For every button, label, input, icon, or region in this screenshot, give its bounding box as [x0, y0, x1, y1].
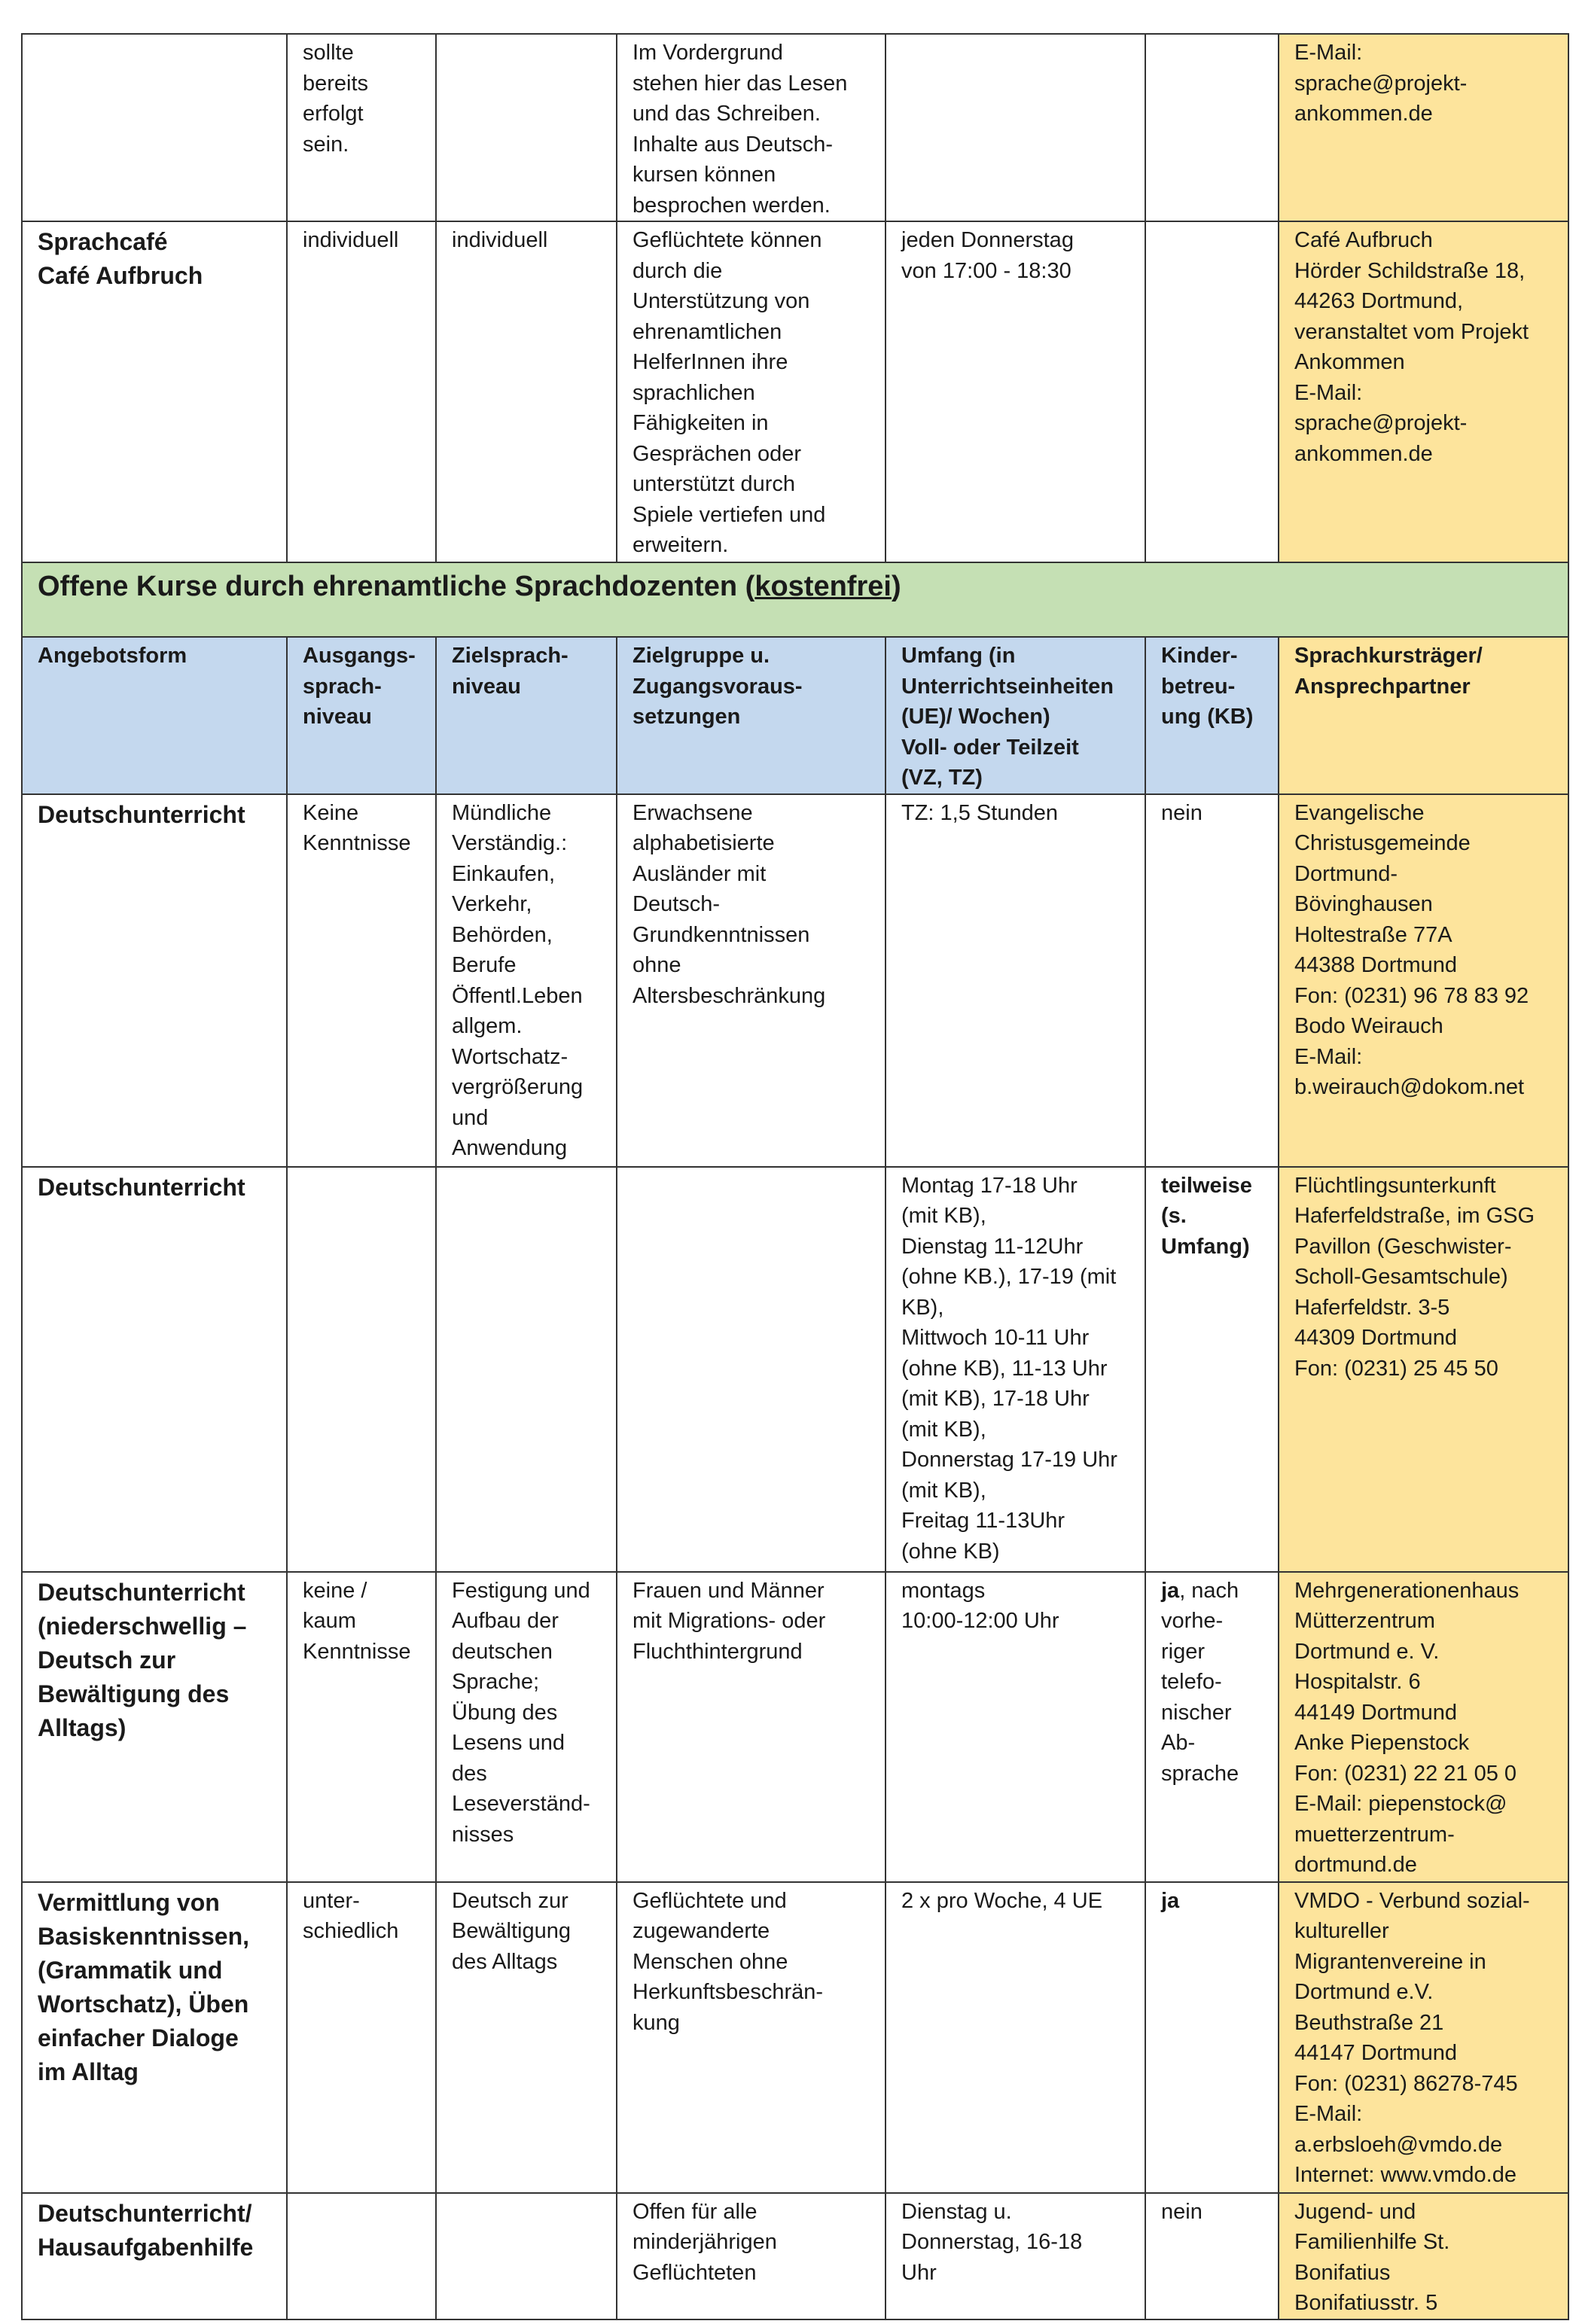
header-scope: Umfang (in Unterrichtseinheiten (UE)/ Wochen) Voll- oder Teilzeit (VZ, TZ)	[886, 637, 1145, 794]
contact-cell: Café Aufbruch Hörder Schildstraße 18, 44263 Dortmund, veranstaltet vom Projekt Ankommen E-Mail: sprache@projekt- ankommen.de	[1279, 221, 1568, 562]
section-row	[22, 562, 1568, 637]
target-level-cell	[436, 2193, 617, 2319]
table-row	[22, 2193, 1568, 2319]
header-row	[22, 637, 1568, 794]
target-group-cell	[617, 1167, 886, 1572]
target-level-cell	[436, 34, 617, 221]
offer-cell: Vermittlung von Basiskenntnissen, (Grammatik und Wortschatz), Üben einfacher Dialoge im Alltag	[22, 1882, 287, 2193]
scope-cell: TZ: 1,5 Stunden	[886, 794, 1145, 1167]
header-contact: Sprachkursträger/ Ansprechpartner	[1279, 637, 1568, 794]
target-level-cell	[436, 1167, 617, 1572]
table-row	[22, 1167, 1568, 1572]
scope-cell	[886, 34, 1145, 221]
table-row	[22, 794, 1568, 1167]
childcare-text: nein	[1161, 2199, 1203, 2224]
start-level-cell: unter- schiedlich	[287, 1882, 436, 2193]
contact-cell: Evangelische Christusgemeinde Dortmund- Bövinghausen Holtestraße 77A 44388 Dortmund Fon: (0231) 96 78 83 92 Bodo Weirauch E-Mail: b.weirauch@dokom.net	[1279, 794, 1568, 1167]
target-group-cell: Offen für alle minderjährigen Geflüchteten	[617, 2193, 886, 2319]
offer-cell: Sprachcafé Café Aufbruch	[22, 221, 287, 562]
start-level-cell	[287, 2193, 436, 2319]
target-group-cell: Geflüchtete und zugewanderte Menschen ohne Herkunftsbeschrän- kung	[617, 1882, 886, 2193]
target-group-cell: Frauen und Männer mit Migrations- oder Fluchthintergrund	[617, 1572, 886, 1882]
scope-cell: Dienstag u. Donnerstag, 16-18 Uhr	[886, 2193, 1145, 2319]
childcare-cell	[1145, 794, 1279, 1167]
target-level-cell: Mündliche Verständig.: Einkaufen, Verkehr, Behörden, Berufe Öffentl.Leben allgem. Wortschatz- vergrößerung und Anwendung	[436, 794, 617, 1167]
start-level-cell: keine / kaum Kenntnisse	[287, 1572, 436, 1882]
childcare-text: nein	[1161, 800, 1203, 825]
start-level-cell: sollte bereits erfolgt sein.	[287, 34, 436, 221]
target-group-cell: Im Vordergrund stehen hier das Lesen und das Schreiben. Inhalte aus Deutsch- kursen können besprochen werden.	[617, 34, 886, 221]
contact-cell: Flüchtlingsunterkunft Haferfeldstraße, im GSG Pavillon (Geschwister- Scholl-Gesamtschule) Haferfeldstr. 3-5 44309 Dortmund Fon: (0231) 25 45 50	[1279, 1167, 1568, 1572]
contact-cell: Jugend- und Familienhilfe St. Bonifatius Bonifatiusstr. 5	[1279, 2193, 1568, 2319]
header-offer: Angebotsform	[22, 637, 287, 794]
table-row	[22, 34, 1568, 221]
offer-cell: Deutschunterricht/ Hausaufgabenhilfe	[22, 2193, 287, 2319]
target-group-cell: Erwachsene alphabetisierte Ausländer mit Deutsch- Grundkenntnissen ohne Altersbeschränkung	[617, 794, 886, 1167]
childcare-bold: teilweise (s. Umfang)	[1161, 1173, 1252, 1259]
start-level-cell: individuell	[287, 221, 436, 562]
table-row	[22, 1572, 1568, 1882]
offer-cell: Deutschunterricht (niederschwellig – Deutsch zur Bewältigung des Alltags)	[22, 1572, 287, 1882]
header-start-level: Ausgangs- sprach- niveau	[287, 637, 436, 794]
section-title-underlined: kostenfrei	[754, 571, 892, 602]
scope-cell: 2 x pro Woche, 4 UE	[886, 1882, 1145, 2193]
target-level-cell: Festigung und Aufbau der deutschen Sprache; Übung des Lesens und des Leseverständ- nisses	[436, 1572, 617, 1882]
scope-cell: montags 10:00-12:00 Uhr	[886, 1572, 1145, 1882]
target-level-cell: individuell	[436, 221, 617, 562]
table-row	[22, 1882, 1568, 2193]
offer-cell: Deutschunterricht	[22, 794, 287, 1167]
target-level-cell: Deutsch zur Bewältigung des Alltags	[436, 1882, 617, 2193]
childcare-cell	[1145, 1167, 1279, 1572]
header-childcare: Kinder- betreu- ung (KB)	[1145, 637, 1279, 794]
start-level-cell	[287, 1167, 436, 1572]
scope-cell: Montag 17-18 Uhr (mit KB), Dienstag 11-12Uhr (ohne KB.), 17-19 (mit KB), Mittwoch 10-11 Uhr (ohne KB), 11-13 Uhr (mit KB), 17-18 Uhr (mit KB), Donnerstag 17-19 Uhr (mit KB), Freitag 11-13Uhr (ohne KB)	[886, 1167, 1145, 1572]
course-table	[21, 33, 1569, 2320]
start-level-cell: Keine Kenntnisse	[287, 794, 436, 1167]
childcare-cell	[1145, 1572, 1279, 1882]
childcare-text: , nach vorhe- riger telefo- nischer Ab- sprache	[1161, 1578, 1239, 1786]
childcare-bold: ja	[1161, 1578, 1180, 1603]
header-target-level: Zielsprach- niveau	[436, 637, 617, 794]
childcare-cell	[1145, 34, 1279, 221]
section-title-prefix: Offene Kurse durch ehrenamtliche Sprachdozenten (	[38, 571, 755, 602]
childcare-cell	[1145, 1882, 1279, 2193]
table-row	[22, 221, 1568, 562]
contact-cell: VMDO - Verbund sozial- kultureller Migrantenvereine in Dortmund e.V. Beuthstraße 21 44147 Dortmund Fon: (0231) 86278-745 E-Mail: a.erbsloeh@vmdo.de Internet: www.vmdo.de	[1279, 1882, 1568, 2193]
childcare-cell	[1145, 221, 1279, 562]
scope-cell: jeden Donnerstag von 17:00 - 18:30	[886, 221, 1145, 562]
childcare-bold: ja	[1161, 1888, 1180, 1913]
header-target-group: Zielgruppe u. Zugangsvoraus- setzungen	[617, 637, 886, 794]
offer-cell	[22, 34, 287, 221]
offer-cell: Deutschunterricht	[22, 1167, 287, 1572]
childcare-cell	[1145, 2193, 1279, 2319]
target-group-cell: Geflüchtete können durch die Unterstützung von ehrenamtlichen HelferInnen ihre sprachlichen Fähigkeiten in Gesprächen oder unterstützt durch Spiele vertiefen und erweitern.	[617, 221, 886, 562]
contact-cell: E-Mail: sprache@projekt- ankommen.de	[1279, 34, 1568, 221]
section-title-suffix: )	[891, 571, 901, 602]
section-title	[22, 562, 1568, 637]
contact-cell: Mehrgenerationenhaus Mütterzentrum Dortmund e. V. Hospitalstr. 6 44149 Dortmund Anke Piepenstock Fon: (0231) 22 21 05 0 E-Mail: piepenstock@ muetterzentrum- dortmund.de	[1279, 1572, 1568, 1882]
